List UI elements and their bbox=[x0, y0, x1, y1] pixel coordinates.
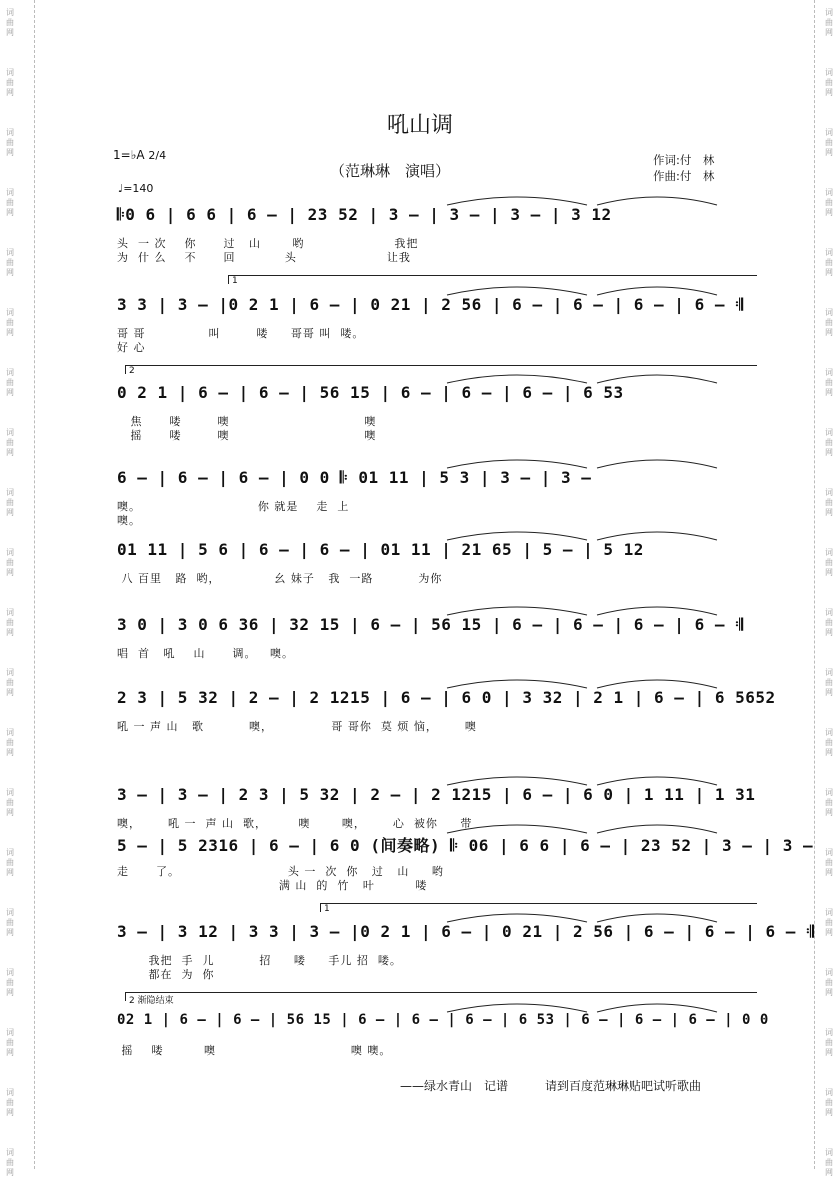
watermark-glyphs: 词 曲 网 bbox=[825, 608, 833, 637]
watermark-glyphs: 词 曲 网 bbox=[825, 728, 833, 757]
lyric-line-1: 我把 手 儿 招 喽 手儿 招 喽。 bbox=[117, 954, 402, 967]
watermark-glyphs: 词 曲 网 bbox=[6, 128, 14, 157]
watermark-glyphs: 词 曲 网 bbox=[6, 968, 14, 997]
watermark-glyphs: 词 曲 网 bbox=[825, 368, 833, 397]
song-title: 吼山调 bbox=[386, 113, 453, 138]
notation-line: 0 2 1 | 6 — | 6 — | 56 15 | 6 — | 6 — | 6 — | 6 53 bbox=[117, 383, 624, 402]
lyricist-credit: 作词:付 林 bbox=[653, 153, 715, 167]
slur-arcs bbox=[117, 526, 753, 542]
lyric-line-1: 唱 首 吼 山 调。 噢。 bbox=[117, 647, 294, 660]
lyric-line-1: 焦 喽 噢 噢 bbox=[117, 415, 377, 428]
watermark-glyphs: 词 曲 网 bbox=[825, 968, 833, 997]
watermark-glyphs: 词 曲 网 bbox=[6, 728, 14, 757]
promo-text: 请到百度范琳琳贴吧试听歌曲 bbox=[545, 1079, 702, 1093]
watermark-glyphs: 词 曲 网 bbox=[825, 68, 833, 97]
watermark-glyphs: 词 曲 网 bbox=[6, 848, 14, 877]
volta-bracket-1b: 1 bbox=[320, 903, 757, 912]
notation-line: 02 1 | 6 — | 6 — | 56 15 | 6 — | 6 — | 6 — | 6 53 | 6 — | 6 — | 6 — | 0 0 bbox=[117, 1012, 769, 1028]
watermark-glyphs: 词 曲 网 bbox=[825, 1028, 833, 1057]
watermark-glyphs: 词 曲 网 bbox=[825, 908, 833, 937]
watermark-glyphs: 词 曲 网 bbox=[6, 248, 14, 277]
watermark-glyphs: 词 曲 网 bbox=[6, 68, 14, 97]
watermark-glyphs: 词 曲 网 bbox=[825, 188, 833, 217]
notation-line: 01 11 | 5 6 | 6 — | 6 — | 01 11 | 21 65 | 5 — | 5 12 bbox=[117, 540, 644, 559]
watermark-glyphs: 词 曲 网 bbox=[825, 668, 833, 697]
slur-arcs bbox=[117, 601, 753, 617]
watermark-glyphs: 词 曲 网 bbox=[825, 548, 833, 577]
lyric-line-1: 吼 一 声 山 歌 噢， 哥 哥你 莫 烦 恼， 噢 bbox=[117, 720, 477, 733]
watermark-glyphs: 词 曲 网 bbox=[825, 788, 833, 817]
slur-arcs bbox=[117, 819, 753, 835]
notation-line: 2 3 | 5 32 | 2 — | 2 1215 | 6 — | 6 0 | 3 32 | 2 1 | 6 — | 6 5652 bbox=[117, 688, 776, 707]
volta-bracket-1: 1 bbox=[228, 275, 757, 284]
watermark-glyphs: 词 曲 网 bbox=[825, 8, 833, 37]
time-signature: 2/4 bbox=[148, 149, 167, 162]
watermark-glyphs: 词 曲 网 bbox=[6, 488, 14, 517]
watermark-glyphs: 词 曲 网 bbox=[6, 368, 14, 397]
watermark-glyphs: 词 曲 网 bbox=[6, 608, 14, 637]
notation-line: 5 — | 5 2316 | 6 — | 6 0 (间奏略) 𝄆 06 | 6 6 | 6 — | 23 52 | 3 — | 3 — bbox=[117, 836, 814, 855]
lyric-line-2: 好 心 bbox=[117, 341, 146, 354]
watermark-glyphs: 词 曲 网 bbox=[825, 128, 833, 157]
key-signature bbox=[113, 148, 166, 162]
slur-arcs bbox=[117, 771, 753, 787]
watermark-glyphs: 词 曲 网 bbox=[825, 848, 833, 877]
slur-arcs bbox=[117, 674, 753, 690]
watermark-glyphs: 词 曲 网 bbox=[6, 428, 14, 457]
notation-line: 𝄆0 6 | 6 6 | 6 — | 23 52 | 3 — | 3 — | 3 — | 3 12 bbox=[117, 205, 612, 224]
watermark-glyphs: 词 曲 网 bbox=[6, 1088, 14, 1117]
watermark-glyphs: 词 曲 网 bbox=[825, 248, 833, 277]
tempo-marking: ♩=140 bbox=[118, 182, 154, 195]
lyric-line-1: 噢， 吼 一 声 山 歌， 噢 噢， 心 被你 带 bbox=[117, 817, 473, 830]
watermark-glyphs: 词 曲 网 bbox=[6, 308, 14, 337]
watermark-glyphs: 词 曲 网 bbox=[825, 308, 833, 337]
lyric-line-1: 哥 哥 叫 喽 哥哥 叫 喽。 bbox=[117, 327, 365, 340]
watermark-glyphs: 词 曲 网 bbox=[6, 548, 14, 577]
watermark-glyphs: 词 曲 网 bbox=[6, 8, 14, 37]
lyric-line-1: 头 一 次 你 过 山 哟 我把 bbox=[117, 237, 419, 250]
slur-arcs bbox=[117, 191, 753, 207]
volta-bracket-fade: 2 渐隐结束 bbox=[125, 992, 757, 1001]
notation-line: 3 3 | 3 — |0 2 1 | 6 — | 0 21 | 2 56 | 6 — | 6 — | 6 — | 6 — 𝄇 bbox=[117, 295, 744, 314]
lyric-line-1: 走 了。 头 一 次 你 过 山 哟 bbox=[117, 865, 444, 878]
transcriber-credit: ——绿水青山 记谱 bbox=[400, 1079, 509, 1093]
lyric-line-2: 噢。 bbox=[117, 514, 141, 527]
watermark-glyphs: 词 曲 网 bbox=[6, 908, 14, 937]
notation-line: 3 — | 3 12 | 3 3 | 3 — |0 2 1 | 6 — | 0 21 | 2 56 | 6 — | 6 — | 6 — 𝄇 bbox=[117, 922, 815, 941]
left-margin-strip bbox=[20, 0, 35, 1169]
watermark-glyphs: 词 曲 网 bbox=[825, 428, 833, 457]
lyric-line-1: 摇 喽 噢 噢 噢。 bbox=[117, 1044, 392, 1057]
lyric-line-2: 为 什 么 不 回 头 让我 bbox=[117, 251, 411, 264]
lyric-line-2: 都在 为 你 bbox=[117, 968, 215, 981]
watermark-glyphs: 词 曲 网 bbox=[6, 668, 14, 697]
slur-arcs bbox=[117, 454, 753, 470]
watermark-glyphs: 词 曲 网 bbox=[6, 1148, 14, 1177]
lyric-line-2: 满 山 的 竹 叶 喽 bbox=[117, 879, 428, 892]
watermark-glyphs: 词 曲 网 bbox=[6, 788, 14, 817]
notation-line: 6 — | 6 — | 6 — | 0 0 𝄆 01 11 | 5 3 | 3 — | 3 — bbox=[117, 468, 592, 487]
notation-line: 3 — | 3 — | 2 3 | 5 32 | 2 — | 2 1215 | 6 — | 6 0 | 1 11 | 1 31 bbox=[117, 785, 756, 804]
performer-subtitle: （范琳琳 演唱） bbox=[330, 162, 451, 180]
volta-bracket-2: 2 bbox=[125, 365, 757, 374]
key-label: 1=♭A bbox=[113, 148, 145, 162]
lyric-line-2: 摇 喽 噢 噢 bbox=[117, 429, 377, 442]
composer-credit: 作曲:付 林 bbox=[653, 169, 715, 183]
notation-line: 3 0 | 3 0 6 36 | 32 15 | 6 — | 56 15 | 6 — | 6 — | 6 — | 6 — 𝄇 bbox=[117, 615, 744, 634]
watermark-glyphs: 词 曲 网 bbox=[825, 1148, 833, 1177]
watermark-glyphs: 词 曲 网 bbox=[825, 488, 833, 517]
lyric-line-1: 八 百里 路 哟， 幺 妹子 我 一路 为你 bbox=[117, 572, 443, 585]
watermark-glyphs: 词 曲 网 bbox=[6, 188, 14, 217]
watermark-glyphs: 词 曲 网 bbox=[825, 1088, 833, 1117]
watermark-glyphs: 词 曲 网 bbox=[6, 1028, 14, 1057]
lyric-line-1: 噢。 你 就是 走 上 bbox=[117, 500, 350, 513]
